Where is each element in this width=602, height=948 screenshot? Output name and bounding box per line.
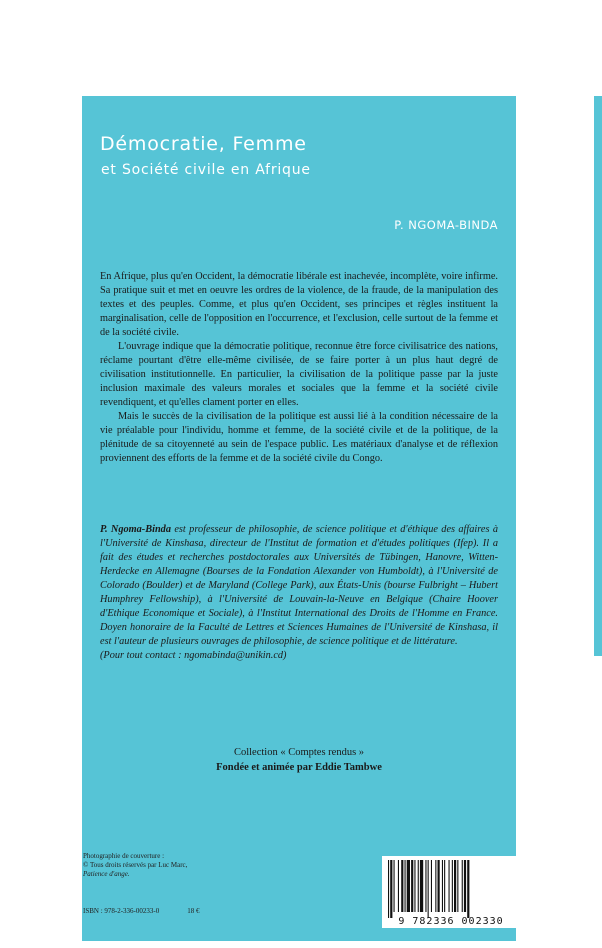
isbn-text: ISBN : 978-2-336-00233-0 [83, 907, 160, 915]
barcode-bar [442, 860, 443, 912]
author-bio [100, 523, 498, 663]
barcode-bar [420, 860, 423, 912]
barcode-bar [411, 860, 413, 912]
barcode-bar [431, 860, 432, 912]
barcode-bar [388, 860, 389, 918]
barcode-bar [414, 860, 415, 912]
barcode-bar [467, 860, 469, 918]
spine-strip [594, 96, 602, 656]
bio-author-name: P. Ngoma-Binda [100, 524, 171, 535]
barcode-bar [407, 860, 410, 912]
credits-line-1: © Tous droits réservés par Luc Marc, [83, 861, 188, 869]
barcode-bar [390, 860, 392, 918]
credits-heading: Photographie de couverture : [83, 852, 165, 860]
barcode-bar [449, 860, 450, 912]
barcode-bar [428, 860, 429, 918]
credits-photo-title: Patience d'ange. [83, 870, 130, 878]
summary-paragraph: Mais le succès de la civilisation de la politique est aussi lié à la condition nécessaire de la vie préalable pour l'individu, homme et femme, de la société civile et de la politique, de la plénitude de sa citoyenneté au sein de l'espace public. Les matériaux d'analyse et de réflexion proviennent des efforts de la femme et de la société civile du Congo. [100, 411, 498, 464]
barcode-bar [394, 860, 395, 912]
credits-line-2 [83, 870, 323, 879]
collection-info [100, 745, 498, 775]
summary-paragraph: En Afrique, plus qu'en Occident, la démocratie libérale est inachevée, incomplète, voire infirme. Sa pratique suit et met en oeuvre les ordres de la violence, de la fraude, de la manipulation des textes et des peuples. Comme, et plus qu'en Occident, ses principes et règles instituent la marginalisation, celle de l'opposition en l'occurrence, et l'exclusion, celle surtout de la femme et de la société civile. [100, 271, 498, 338]
barcode-bar [418, 860, 419, 912]
book-title: Démocratie, Femme [100, 133, 307, 155]
barcode-bars [386, 860, 512, 918]
price: 18 € [187, 907, 200, 915]
barcode-bar [425, 860, 426, 912]
barcode-bar [435, 860, 436, 912]
photo-credits [83, 852, 323, 879]
summary-paragraph: L'ouvrage indique que la démocratie politique, reconnue être force civilisatrice des nations, réclame pourtant d'être elle-même civilisée, de se faire porter à un plus haut degré de civilisation institutionnelle. En particulier, la civilisation de la politique passe par la juste inclusion maximale des valeurs morales et sociales que la femme et la société civile revendiquent, et qu'elles clament porter en elles. [100, 341, 498, 408]
barcode-bar [464, 860, 466, 912]
barcode-bar [398, 860, 399, 912]
bio-text: est professeur de philosophie, de science politique et d'éthique des affaires à l'Université de Kinshasa, directeur de l'Institut de formation et d'études politiques (Ifep). Il a fait des études et recherches postdoctorales aux Universités de Tübingen, Hanovre, Witten-Herdecke en Allemagne (Bourses de la Fondation Alexander von Humboldt), à l'Université de Colorado (Boulder) et de Maryland (College Park), aux États-Unis (bourse Fulbright – Hubert Humphrey Fellowship), à l'Université de Louvain-la-Neuve en Belgique (Chaire Hoover d'Ethique Economique et Sociale), à l'Institut International des Droits de l'Homme en France. Doyen honoraire de la Faculté de Lettres et Sciences Humaines de l'Université de Kinshasa, il est l'auteur de plusieurs ouvrages de philosophie, de science politique et de littérature. [100, 524, 498, 647]
barcode-bar [454, 860, 456, 912]
isbn-line [83, 907, 199, 915]
collection-name: Collection « Comptes rendus » [233, 747, 365, 758]
barcode-bar [444, 860, 445, 912]
barcode-bar [457, 860, 458, 912]
collection-founder: Fondée et animée par Eddie Tambwe [216, 762, 382, 773]
book-author: P. NGOMA-BINDA [394, 218, 498, 232]
barcode-bar [405, 860, 406, 912]
barcode-number: 9 782336 002330 [398, 916, 504, 927]
barcode-bar [462, 860, 463, 912]
barcode-bar [452, 860, 453, 912]
bio-paragraph [100, 523, 498, 649]
summary-text [100, 270, 498, 466]
barcode-bar [401, 860, 403, 912]
barcode-bar [438, 860, 440, 912]
bio-contact: (Pour tout contact : ngomabinda@unikin.cd) [100, 650, 287, 661]
book-subtitle: et Société civile en Afrique [101, 162, 311, 178]
